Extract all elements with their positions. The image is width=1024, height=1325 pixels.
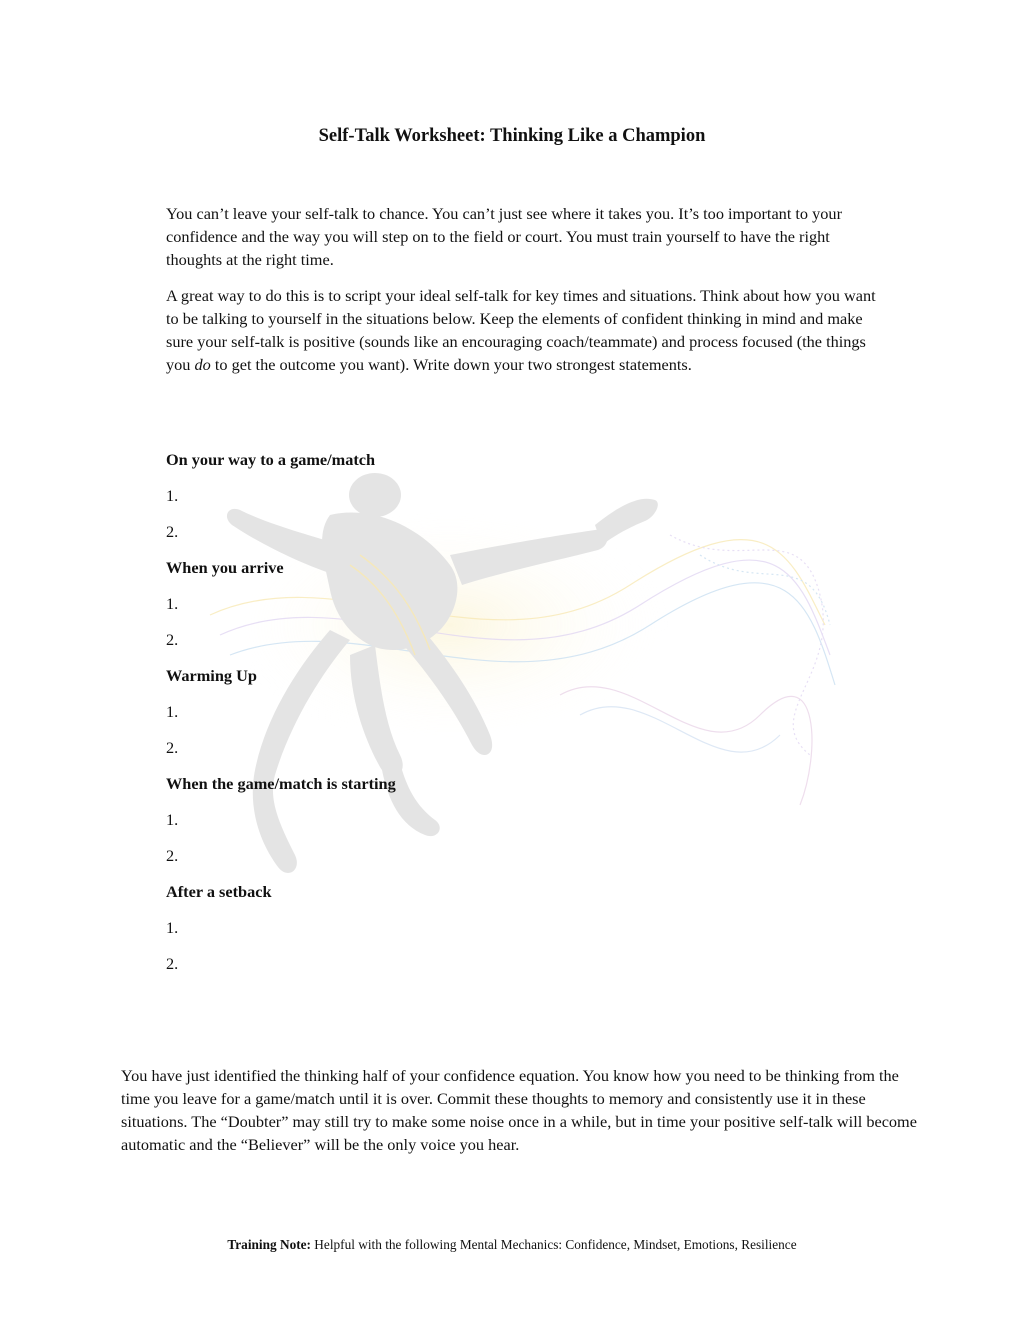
answer-slot-1: 1. [166, 702, 179, 721]
section-heading: When the game/match is starting [166, 774, 396, 793]
answer-slot-1: 1. [166, 810, 179, 829]
section-starting [166, 773, 766, 881]
answer-slot-1: 1. [166, 918, 179, 937]
answer-slot-2: 2. [166, 954, 179, 973]
instructions-paragraph [166, 284, 876, 376]
intro-paragraph: You can’t leave your self-talk to chance. You can’t just see where it takes you. It’s too important to your confidence and the way you will step on to the field or court. You must train yourself to have the right thoughts at the right time. [166, 204, 842, 269]
training-note-text: Helpful with the following Mental Mechanics: Confidence, Mindset, Emotions, Resilience [310, 1237, 797, 1252]
section-setback [166, 881, 766, 989]
situation-sections [166, 449, 766, 989]
answer-slot-1: 1. [166, 486, 179, 505]
section-arrive [166, 557, 766, 665]
section-heading: After a setback [166, 882, 272, 901]
conclusion-paragraph: You have just identified the thinking half of your confidence equation. You know how you need to be thinking from the time you leave for a game/match until it is over. Commit these thoughts to memory and consistently use it in these situations. The “Doubter” may still try to make some noise once in a while, but in time your positive self-talk will become automatic and the “Believer” will be the only voice you hear. [121, 1066, 917, 1154]
answer-slot-2: 2. [166, 630, 179, 649]
section-warming-up [166, 665, 766, 773]
instructions-text-start: A great way to do this is to script your ideal self-talk for key times and situations. Think about how you want to be talking to yourself in the situations below. Keep the elements of confident thinking in mind and make sure your self-talk is positive (sounds like an encouraging coach/teammate) and process focused (the things you [166, 286, 876, 374]
answer-slot-1: 1. [166, 594, 179, 613]
section-heading: On your way to a game/match [166, 450, 376, 469]
answer-slot-2: 2. [166, 738, 179, 757]
section-on-the-way [166, 449, 766, 557]
instructions-text-end: to get the outcome you want). Write down your two strongest statements. [210, 355, 692, 374]
answer-slot-2: 2. [166, 522, 179, 541]
training-note [0, 1237, 1024, 1253]
section-heading: When you arrive [166, 558, 284, 577]
training-note-label: Training Note: [227, 1237, 311, 1252]
section-heading: Warming Up [166, 666, 257, 685]
instructions-emphasis: do [194, 355, 211, 374]
worksheet-title: Self-Talk Worksheet: Thinking Like a Champion [318, 126, 706, 146]
answer-slot-2: 2. [166, 846, 179, 865]
